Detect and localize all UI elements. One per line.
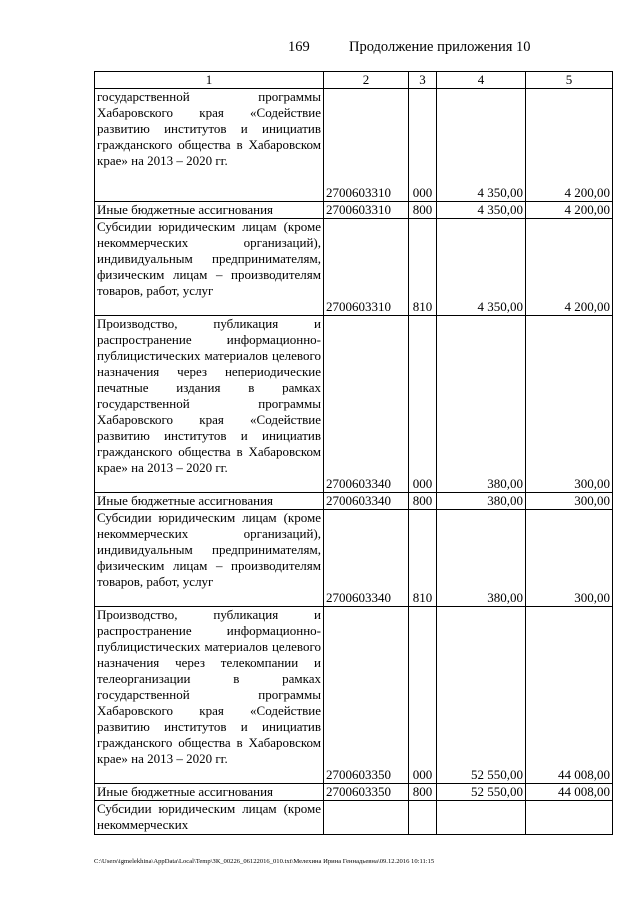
table-row — [95, 607, 613, 784]
row-name-cell: Производство, публикация и распространение информационно-публицистических материалов целевого назначения через телекомпании и телеорганизации в рамках государственной программы Хабаровского края «Содействие развитию институтов и инициатив гражданского общества в Хабаровском крае» на 2013 – 2020 гг. — [95, 607, 324, 784]
table-row — [95, 493, 613, 510]
row-name-cell: Иные бюджетные ассигнования — [95, 784, 324, 801]
row-value-4-cell: 52 550,00 — [437, 784, 526, 801]
table-row — [95, 316, 613, 493]
row-type-cell: 000 — [409, 607, 437, 784]
row-type-cell: 000 — [409, 316, 437, 493]
table-row — [95, 784, 613, 801]
row-value-5-cell: 44 008,00 — [526, 607, 613, 784]
budget-table — [94, 71, 613, 835]
row-code-cell: 2700603310 — [324, 219, 409, 316]
row-name-cell: Субсидии юридическим лицам (кроме некоммерческих организаций), индивидуальным предпринимателям, физическим лицам – производителям товаров, работ, услуг — [95, 510, 324, 607]
row-value-4-cell: 4 350,00 — [437, 89, 526, 202]
table-row — [95, 801, 613, 835]
row-code-cell: 2700603310 — [324, 202, 409, 219]
row-value-4-cell: 380,00 — [437, 316, 526, 493]
row-code-cell: 2700603310 — [324, 89, 409, 202]
page-number: 169 — [288, 39, 310, 55]
row-name-cell: Субсидии юридическим лицам (кроме некоммерческих организаций), индивидуальным предпринимателям, физическим лицам – производителям товаров, работ, услуг — [95, 219, 324, 316]
row-name-cell: государственной программы Хабаровского края «Содействие развитию институтов и инициатив гражданского общества в Хабаровском крае» на 2013 – 2020 гг. — [95, 89, 324, 202]
row-value-4-cell — [437, 801, 526, 835]
row-value-4-cell: 380,00 — [437, 493, 526, 510]
row-name-cell: Субсидии юридическим лицам (кроме некоммерческих — [95, 801, 324, 835]
table-header-row — [95, 72, 613, 89]
appendix-continuation-title: Продолжение приложения 10 — [349, 39, 531, 55]
footer-file-path: C:\Users\igmelekhina\AppData\Local\Temp\ЗК_00226_06122016_010.txt\Мелехина Ирина Геннадьевна\09.12.2016 10:11:15 — [94, 858, 435, 865]
column-header-3: 3 — [409, 72, 437, 89]
row-type-cell — [409, 801, 437, 835]
row-name-cell: Иные бюджетные ассигнования — [95, 493, 324, 510]
row-type-cell: 810 — [409, 219, 437, 316]
row-code-cell: 2700603340 — [324, 493, 409, 510]
row-value-5-cell: 300,00 — [526, 316, 613, 493]
table-row — [95, 510, 613, 607]
row-value-5-cell: 300,00 — [526, 493, 613, 510]
row-code-cell — [324, 801, 409, 835]
table-row — [95, 219, 613, 316]
row-value-5-cell: 4 200,00 — [526, 89, 613, 202]
row-value-4-cell: 52 550,00 — [437, 607, 526, 784]
row-value-5-cell — [526, 801, 613, 835]
row-type-cell: 800 — [409, 202, 437, 219]
row-type-cell: 000 — [409, 89, 437, 202]
row-value-5-cell: 4 200,00 — [526, 202, 613, 219]
column-header-2: 2 — [324, 72, 409, 89]
row-code-cell: 2700603340 — [324, 510, 409, 607]
row-value-4-cell: 4 350,00 — [437, 202, 526, 219]
row-value-4-cell: 4 350,00 — [437, 219, 526, 316]
row-type-cell: 800 — [409, 784, 437, 801]
row-code-cell: 2700603350 — [324, 784, 409, 801]
column-header-1: 1 — [95, 72, 324, 89]
table-row — [95, 202, 613, 219]
row-type-cell: 810 — [409, 510, 437, 607]
row-name-cell: Иные бюджетные ассигнования — [95, 202, 324, 219]
column-header-5: 5 — [526, 72, 613, 89]
row-value-5-cell: 44 008,00 — [526, 784, 613, 801]
row-value-5-cell: 300,00 — [526, 510, 613, 607]
table-row — [95, 89, 613, 202]
row-name-cell: Производство, публикация и распространение информационно-публицистических материалов целевого назначения через непериодические печатные издания в рамках государственной программы Хабаровского края «Содействие развитию институтов и инициатив гражданского общества в Хабаровском крае» на 2013 – 2020 гг. — [95, 316, 324, 493]
row-code-cell: 2700603350 — [324, 607, 409, 784]
column-header-4: 4 — [437, 72, 526, 89]
row-code-cell: 2700603340 — [324, 316, 409, 493]
row-value-4-cell: 380,00 — [437, 510, 526, 607]
row-value-5-cell: 4 200,00 — [526, 219, 613, 316]
row-type-cell: 800 — [409, 493, 437, 510]
